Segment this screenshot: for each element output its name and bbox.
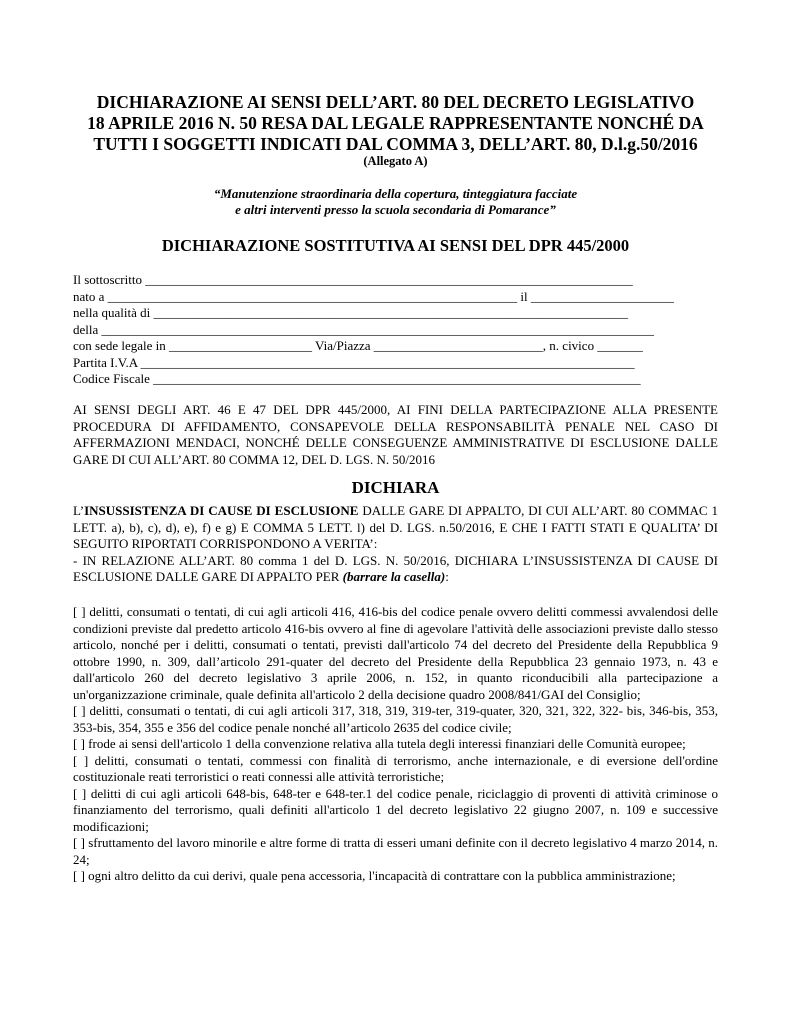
- intro-prefix: L’: [73, 503, 85, 518]
- intro-paragraph: [73, 503, 718, 586]
- exclusion-items: [73, 604, 718, 885]
- intro-relation-emph: (barrare la casella): [342, 569, 446, 584]
- dichiara-heading: DICHIARA: [351, 478, 440, 497]
- project-line-2: e altri interventi presso la scuola secondaria di Pomarance”: [235, 202, 556, 217]
- title-line-2: 18 APRILE 2016 N. 50 RESA DAL LEGALE RAPPRESENTANTE NONCHÉ DA: [87, 113, 704, 133]
- intro-rest: DALLE GARE DI APPALTO, DI CUI ALL’ART. 80 COMMAC 1 LETT. a), b), c), d), e), f) e g) E COMMA 5 LETT. l) del D. LGS. n.50/2016, E CHE I FATTI STATI E QUALITA’ DI SEGUITO RIPORTATI CORRISPONDONO A VERITA’:: [73, 503, 718, 551]
- intro-bold: INSUSSISTENZA DI CAUSE DI ESCLUSIONE: [84, 503, 359, 518]
- exclusion-item: [ ] delitti di cui agli articoli 648-bis, 648-ter e 648-ter.1 del codice penale, riciclaggio di proventi di attività criminose o finanziamento del terrorismo, quali definiti all'articolo 1 del decreto legislativo 22 giugno 2007, n. 109 e successive modificazioni;: [73, 785, 718, 834]
- form-line-sottoscritto: Il sottoscritto ___________________________________________________________________________: [73, 272, 633, 287]
- form-line-qualita: nella qualità di _________________________________________________________________________: [73, 305, 629, 320]
- form-line-partita-iva: Partita I.V.A ____________________________________________________________________________: [73, 354, 635, 370]
- title-line-3: TUTTI I SOGGETTI INDICATI DAL COMMA 3, DELL’ART. 80, D.l.g.50/2016: [93, 134, 698, 154]
- preamble-paragraph: AI SENSI DEGLI ART. 46 E 47 DEL DPR 445/2000, AI FINI DELLA PARTECIPAZIONE ALLA PRESENTE PROCEDURA DI AFFIDAMENTO, CONSAPEVOLE DELLA RESPONSABILITÀ PENALE NEL CASO DI AFFERMAZIONI MENDACI, NONCHÉ DELLE CONSEGUENZE AMMINISTRATIVE DI ESCLUSIONE DALLE GARE DI CUI ALL’ART. 80 COMMA 12, DEL D. LGS. N. 50/2016: [73, 402, 718, 467]
- exclusion-item: [ ] delitti, consumati o tentati, di cui agli articoli 317, 318, 319, 319-ter, 319-quater, 320, 321, 322, 322- bis, 346-bis, 353, 353-bis, 354, 355 e 356 del codice penale nonché all’articolo 2635 del codice civile;: [73, 703, 718, 735]
- form-line-nato: nato a _______________________________________________________________ il ______________________: [73, 288, 674, 304]
- intro-relation-text: - IN RELAZIONE ALL’ART. 80 comma 1 del D. LGS. N. 50/2016, DICHIARA L’INSUSSISTENZA DI CAUSE DI ESCLUSIONE DALLE GARE DI APPALTO PER: [73, 552, 718, 584]
- exclusion-item: [ ] frode ai sensi dell'articolo 1 della convenzione relativa alla tutela degli interessi finanziari delle Comunità europee;: [73, 736, 686, 751]
- exclusion-item: [ ] delitti, consumati o tentati, di cui agli articoli 416, 416-bis del codice penale ovvero delitti commessi avvalendosi delle condizioni previste dal predetto articolo 416-bis ovvero al fine di agevolare l'attività delle associazioni previste dallo stesso articolo, nonché per i delitti, consumati o tentati, previsti dall'articolo 74 del decreto del Presidente della Repubblica 9 ottobre 1990, n. 309, dall’articolo 291-quater del decreto del Presidente della Repubblica 23 gennaio 1973, n. 43 e dall'articolo 260 del decreto legislativo 3 aprile 2006, n. 152, in quanto riconducibili alla partecipazione a un'organizzazione criminale, quale definita all'articolo 2 della decisione quadro 2008/841/GAI del Consiglio;: [73, 604, 718, 702]
- title-line-1: DICHIARAZIONE AI SENSI DELL’ART. 80 DEL DECRETO LEGISLATIVO: [96, 92, 695, 112]
- form-line-della: della _____________________________________________________________________________________: [73, 321, 655, 337]
- allegato-label: (Allegato A): [363, 154, 428, 168]
- exclusion-item: [ ] delitti, consumati o tentati, commessi con finalità di terrorismo, anche internazionale, e di eversione dell'ordine costituzionale reati terroristici o reati connessi alle attività terroristiche;: [73, 752, 718, 784]
- form-line-sede: con sede legale in ______________________ Via/Piazza __________________________, n. civico _______: [73, 338, 643, 353]
- exclusion-item: [ ] sfruttamento del lavoro minorile e altre forme di tratta di esseri umani definite con il decreto legislativo 4 marzo 2014, n. 24;: [73, 835, 718, 867]
- intro-statement: [73, 503, 718, 553]
- exclusion-item: [ ] ogni altro delitto da cui derivi, quale pena accessoria, l'incapacità di contrattare con la pubblica amministrazione;: [73, 868, 676, 883]
- intro-relation: [73, 553, 718, 586]
- project-line-1: “Manutenzione straordinaria della copertura, tinteggiatura facciate: [213, 186, 578, 201]
- declarant-form: [73, 272, 723, 388]
- document-title: [60, 92, 731, 155]
- form-line-codice-fiscale: Codice Fiscale ___________________________________________________________________________: [73, 371, 641, 386]
- project-title: [60, 186, 731, 218]
- section-subtitle: DICHIARAZIONE SOSTITUTIVA AI SENSI DEL DPR 445/2000: [161, 236, 630, 255]
- intro-relation-end: :: [445, 569, 449, 584]
